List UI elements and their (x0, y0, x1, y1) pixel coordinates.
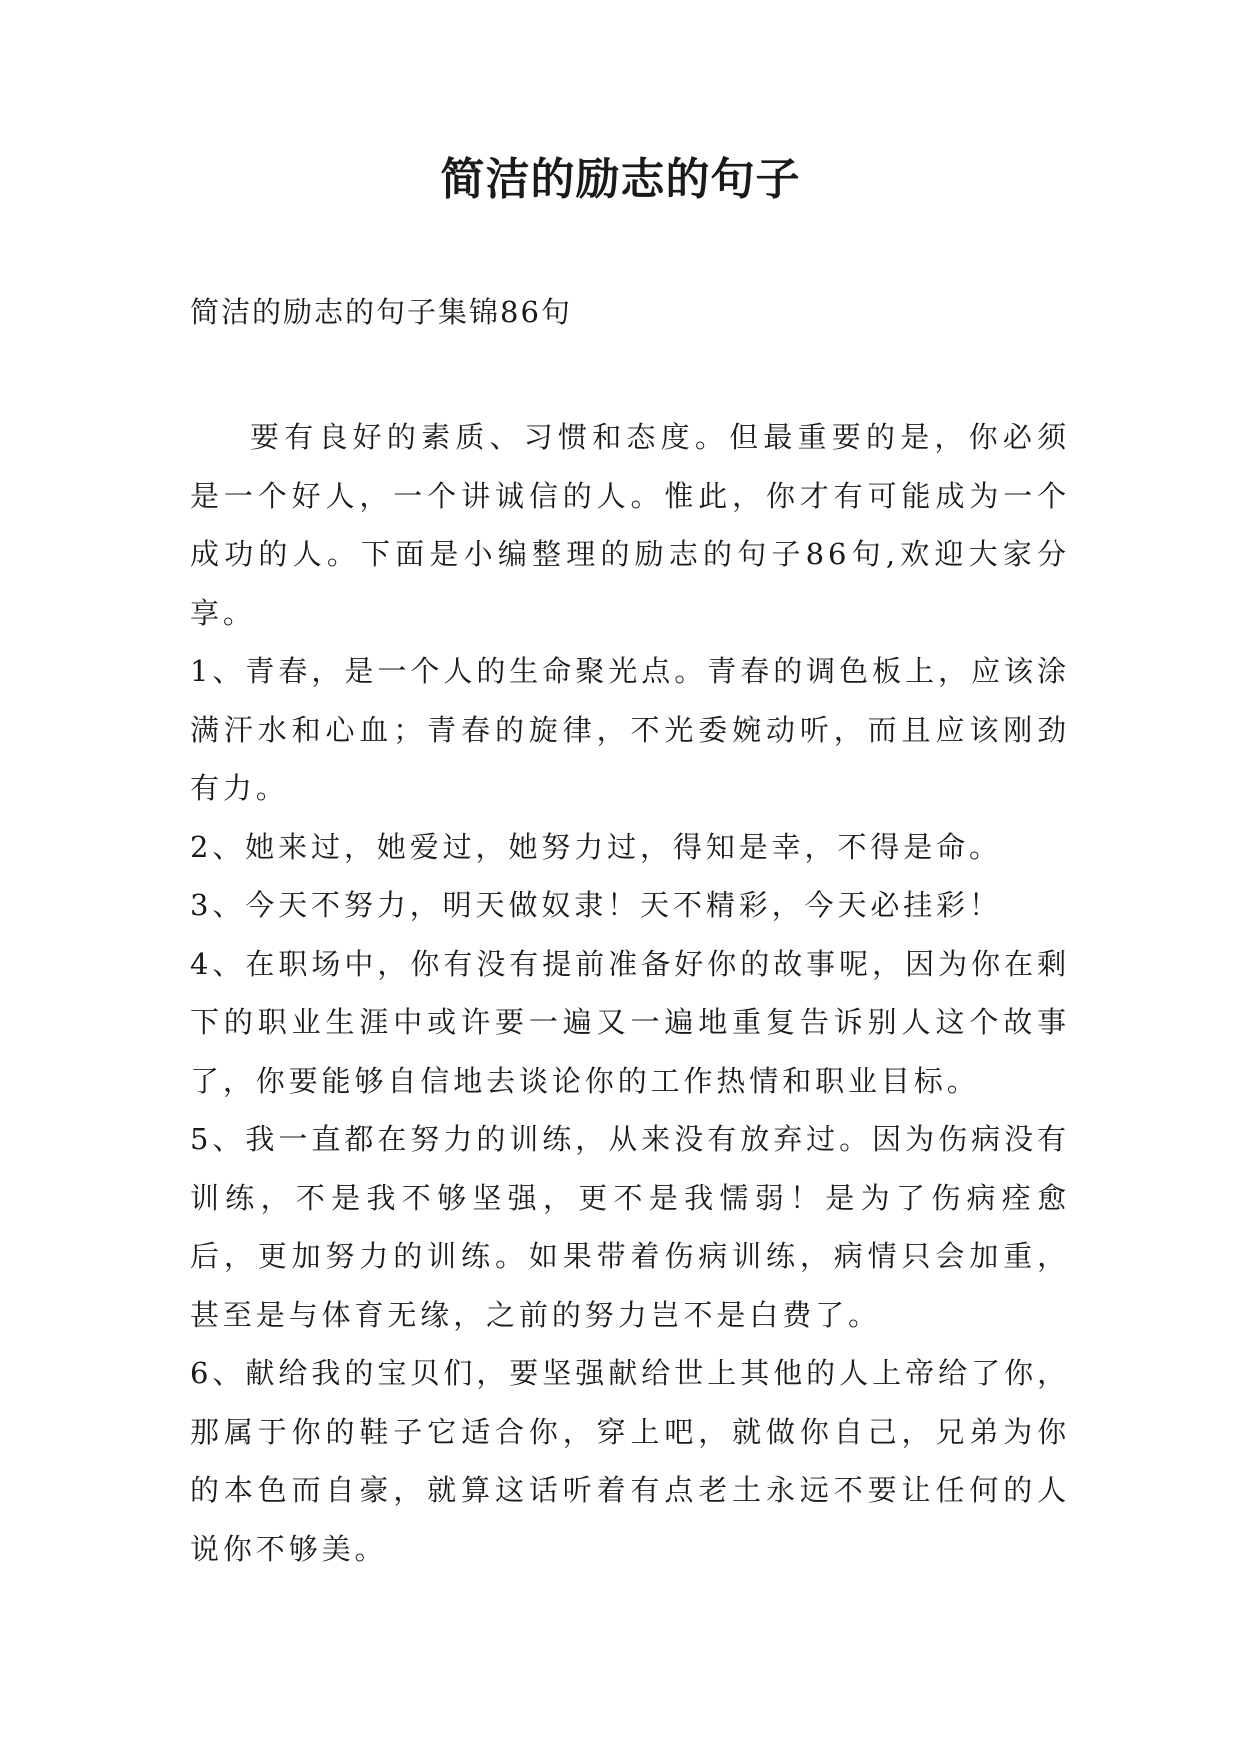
quote-paragraph-6: 6、献给我的宝贝们，要坚强献给世上其他的人上帝给了你，那属于你的鞋子它适合你，穿上吧，就做你自己，兄弟为你的本色而自豪，就算这话听着有点老土永远不要让任何的人说你不够美。 (190, 1356, 1070, 1566)
quote-paragraph-4: 4、在职场中，你有没有提前准备好你的故事呢，因为你在剩下的职业生涯中或许要一遍又一遍地重复告诉别人这个故事了，你要能够自信地去谈论你的工作热情和职业目标。 (190, 946, 1070, 1098)
document-body (190, 408, 1070, 1578)
quote-paragraph-1: 1、青春，是一个人的生命聚光点。青春的调色板上，应该涂满汗水和心血；青春的旋律，不光委婉动听，而且应该刚劲有力。 (190, 654, 1070, 805)
quote-paragraph-5: 5、我一直都在努力的训练，从来没有放弃过。因为伤病没有训练，不是我不够坚强，更不是我懦弱！是为了伤病痊愈后，更加努力的训练。如果带着伤病训练，病情只会加重，甚至是与体育无缘，之前的努力岂不是白费了。 (190, 1122, 1070, 1332)
intro-paragraph: 要有良好的素质、习惯和态度。但最重要的是，你必须是一个好人，一个讲诚信的人。惟此，你才有可能成为一个成功的人。下面是小编整理的励志的句子86句,欢迎大家分享。 (190, 420, 1070, 630)
document-subtitle: 简洁的励志的句子集锦86句 (190, 295, 572, 329)
document-title: 简洁的励志的句子 (440, 154, 801, 205)
quote-paragraph-2: 2、她来过，她爱过，她努力过，得知是幸，不得是命。 (190, 829, 1002, 864)
quote-paragraph-3: 3、今天不努力，明天做奴隶！天不精彩，今天必挂彩！ (190, 888, 1002, 922)
